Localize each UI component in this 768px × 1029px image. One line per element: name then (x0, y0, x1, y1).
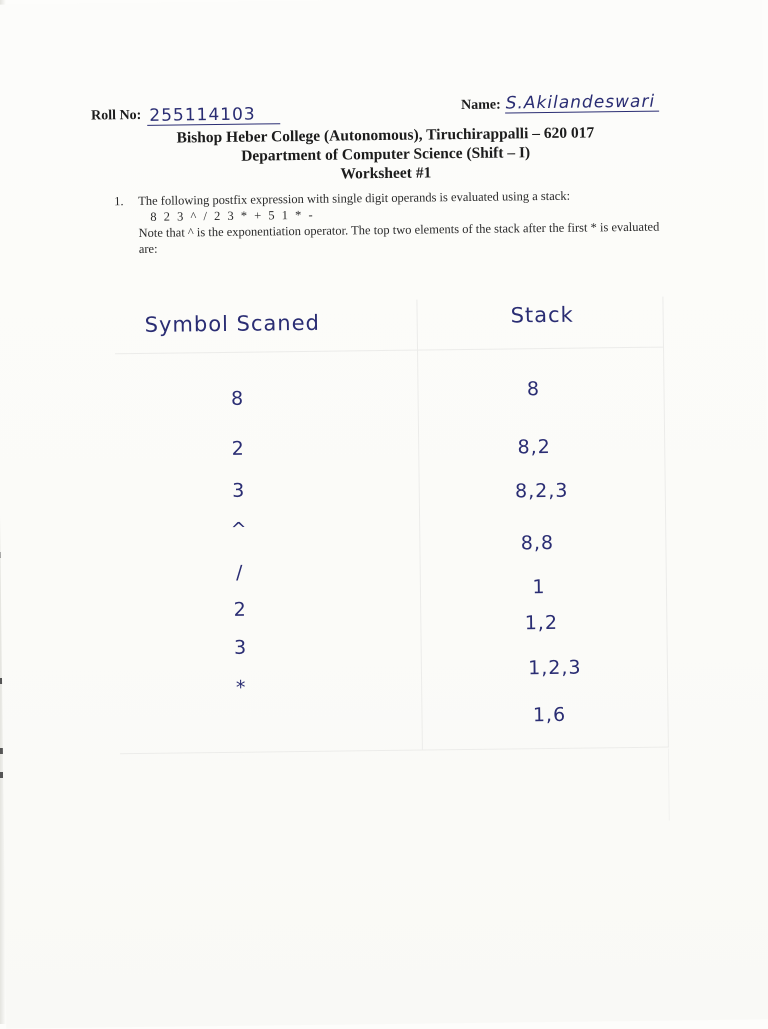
symbol-cell: / (235, 561, 244, 584)
worksheet-titles (95, 122, 676, 186)
symbol-cell: 2 (231, 437, 245, 460)
symbol-column-header: Symbol Scaned (144, 310, 321, 337)
stack-cell: 8,8 (520, 531, 555, 555)
table-header-divider (115, 347, 663, 355)
symbol-cell: 3 (233, 636, 248, 659)
symbol-cell: 8 (230, 387, 245, 410)
worksheet-title: Worksheet #1 (340, 164, 432, 183)
table-column-divider (416, 300, 422, 750)
stack-cell: 8,2,3 (514, 479, 569, 503)
stack-cell: 8,2 (517, 435, 551, 459)
stack-cell: 1,6 (532, 703, 567, 727)
evaluation-table (114, 297, 668, 755)
stack-cell: 1,2,3 (528, 656, 582, 680)
table-lower-area (120, 749, 670, 828)
postfix-expression: 8 2 3 ^ / 2 3 * + 5 1 * - (150, 207, 315, 224)
symbol-cell: 2 (233, 598, 247, 621)
question-number: 1. (114, 194, 124, 209)
department-title: Department of Computer Science (Shift – I) (241, 144, 531, 165)
stack-cell: 8 (526, 378, 541, 401)
name-value: S.Akilandeswari (505, 93, 660, 114)
roll-number-label: Roll No: (91, 107, 142, 124)
name-field (461, 93, 659, 114)
symbol-cell: ^ (230, 518, 248, 541)
name-label: Name: (460, 97, 501, 114)
question-body (138, 186, 677, 257)
symbol-cell: * (235, 676, 247, 699)
roll-number-value: 255114103 (147, 105, 280, 126)
symbol-cell: 3 (232, 479, 246, 502)
question-1 (114, 186, 674, 256)
college-title: Bishop Heber College (Autonomous), Tiruchirappalli – 620 017 (176, 124, 595, 147)
question-text: The following postfix expression with single digit operands is evaluated using a stack: (138, 188, 571, 208)
stack-cell: 1,2 (524, 611, 559, 635)
roll-number-field (91, 105, 280, 126)
stack-column-header: Stack (510, 302, 574, 328)
stack-cell: 1 (532, 576, 546, 599)
question-note: Note that ^ is the exponentiation operator. The top two elements of the stack after the first * is evaluated are: (138, 219, 660, 256)
